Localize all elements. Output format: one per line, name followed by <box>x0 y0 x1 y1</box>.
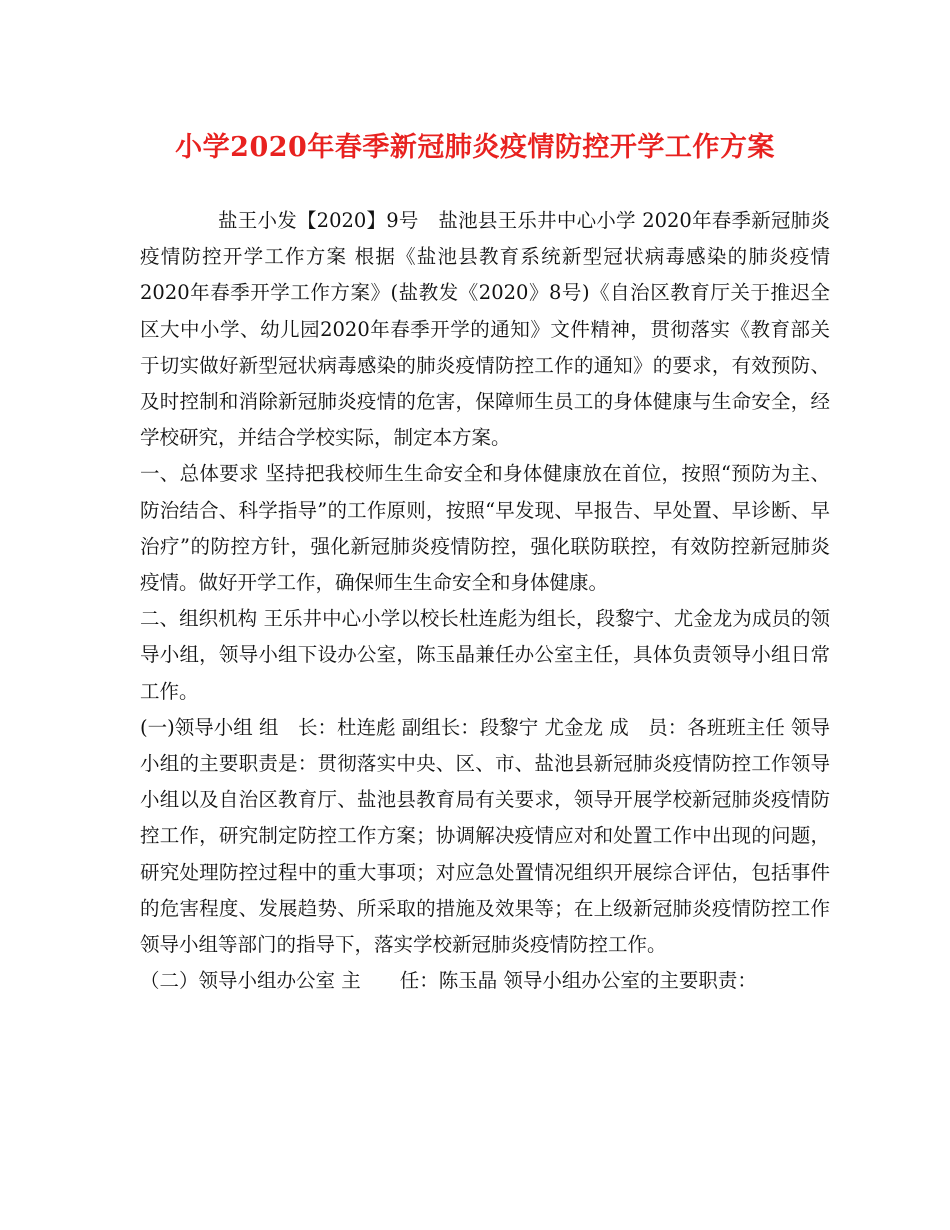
paragraph-preamble: 盐王小发【2020】9号 盐池县王乐井中心小学 2020年春季新冠肺炎疫情防控开学工作方案 根据《盐池县教育系统新型冠状病毒感染的肺炎疫情2020年春季开学工作方案》(盐教发《2020》8号)《自治区教育厅关于推迟全区大中小学、幼儿园2020年春季开学的通知》文件精神，贯彻落实《教育部关于切实做好新型冠状病毒感染的肺炎疫情防控工作的通知》的要求，有效预防、及时控制和消除新冠肺炎疫情的危害，保障师生员工的身体健康与生命安全，经学校研究，并结合学校实际，制定本方案。 <box>140 209 830 450</box>
paragraph-leading-group: (一)领导小组 组 长：杜连彪 副组长：段黎宁 尤金龙 成 员：各班班主任 领导小组的主要职责是：贯彻落实中央、区、市、盐池县新冠肺炎疫情防控工作领导小组以及自治区教育厅、盐池县教育局有关要求，领导开展学校新冠肺炎疫情防控工作，研究制定防控工作方案；协调解决疫情应对和处置工作中出现的问题，研究处理防控过程中的重大事项；对应急处置情况组织开展综合评估，包括事件的危害程度、发展趋势、所采取的措施及效果等；在上级新冠肺炎疫情防控工作领导小组等部门的指导下，落实学校新冠肺炎疫情防控工作。 <box>140 715 830 957</box>
document-body <box>140 203 830 999</box>
document-title: 小学2020年春季新冠肺炎疫情防控开学工作方案 <box>175 132 775 163</box>
paragraph-general-requirements: 一、总体要求 坚持把我校师生生命安全和身体健康放在首位，按照“预防为主、防治结合、科学指导”的工作原则，按照“早发现、早报告、早处置、早诊断、早治疗”的防控方针，强化新冠肺炎疫情防控，强化联防联控，有效防控新冠肺炎疫情。做好开学工作，确保师生生命安全和身体健康。 <box>140 462 830 595</box>
paragraph-group-office: （二）领导小组办公室 主 任：陈玉晶 领导小组办公室的主要职责： <box>140 969 757 993</box>
paragraph-organization: 二、组织机构 王乐井中心小学以校长杜连彪为组长，段黎宁、尤金龙为成员的领导小组，领导小组下设办公室，陈玉晶兼任办公室主任，具体负责领导小组日常工作。 <box>140 607 830 703</box>
